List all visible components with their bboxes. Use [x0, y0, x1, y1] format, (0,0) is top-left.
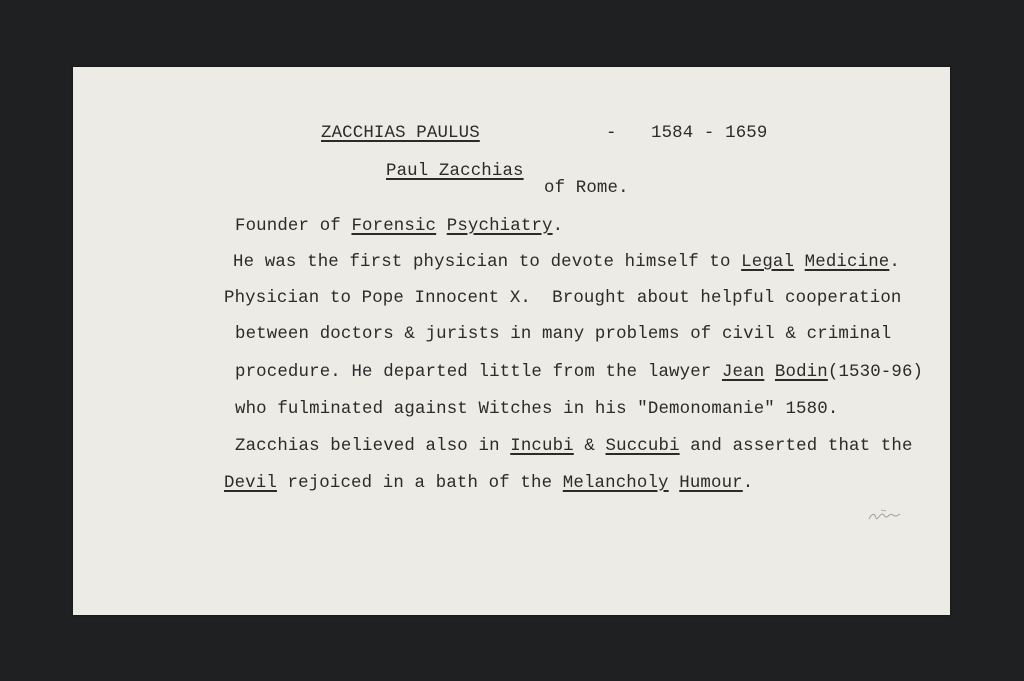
text-line-7: Zacchias believed also in Incubi & Succubi and asserted that the: [235, 437, 913, 456]
text-line-1: Founder of Forensic Psychiatry.: [235, 217, 564, 236]
alt-name: Paul Zacchias: [386, 162, 524, 181]
text-line-2: He was the first physician to devote himself to Legal Medicine.: [233, 253, 900, 272]
text-line-4: between doctors & jurists in many problems of civil & criminal: [235, 325, 892, 344]
pencil-mark-icon: [866, 505, 906, 525]
text-line-5: procedure. He departed little from the lawyer Jean Bodin(1530-96): [235, 363, 924, 382]
text-line-8: Devil rejoiced in a bath of the Melancholy Humour.: [224, 474, 754, 493]
of-rome: of Rome.: [544, 179, 629, 198]
header-dates: 1584 - 1659: [651, 124, 768, 143]
index-card: [73, 67, 950, 615]
text-line-3: Physician to Pope Innocent X. Brought about helpful cooperation: [224, 289, 902, 308]
header-name: ZACCHIAS PAULUS: [321, 124, 480, 143]
text-line-6: who fulminated against Witches in his "Demonomanie" 1580.: [235, 400, 839, 419]
header-dash: -: [606, 124, 617, 143]
